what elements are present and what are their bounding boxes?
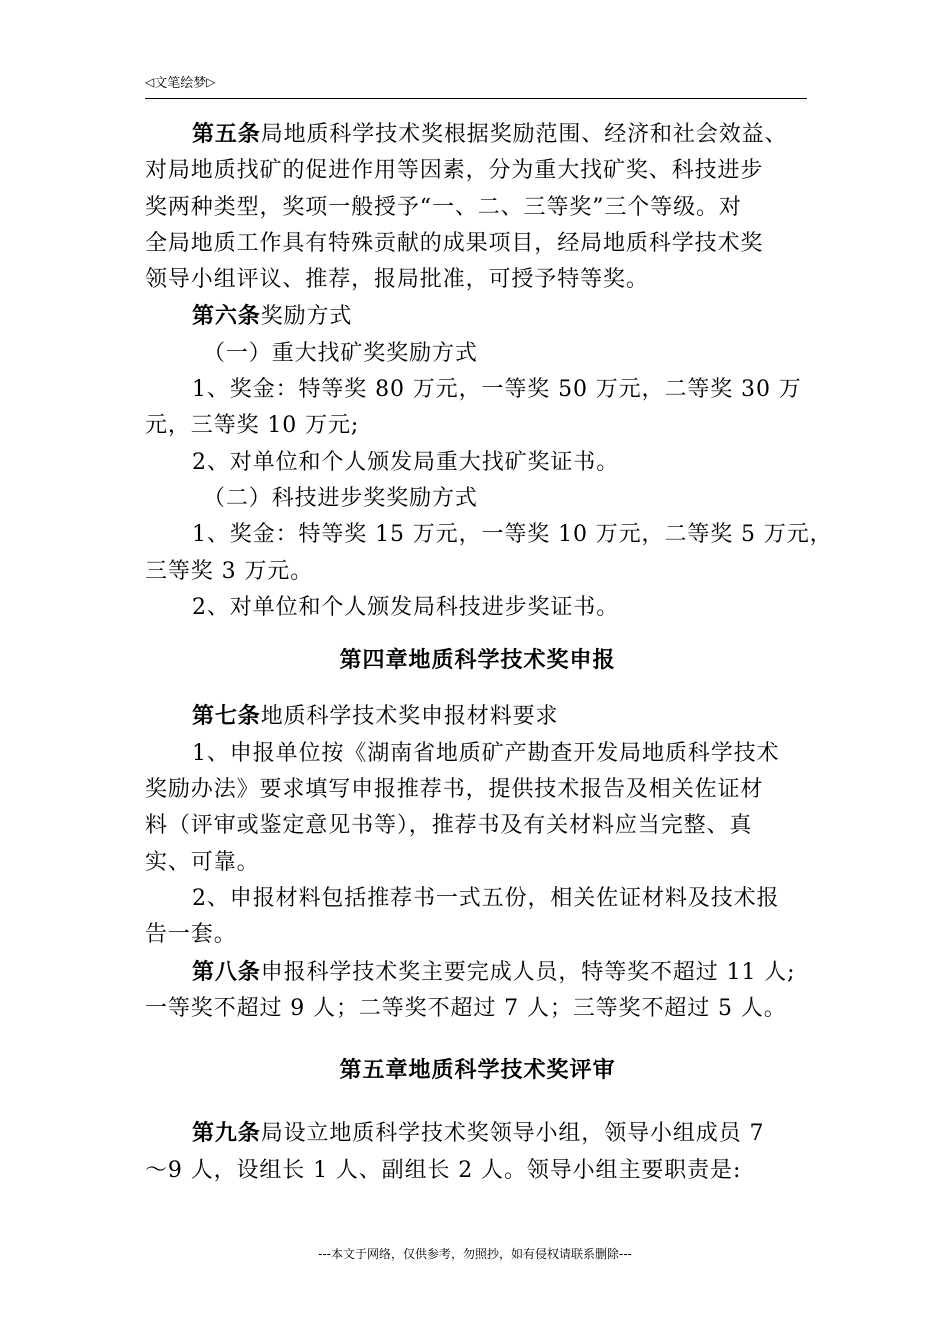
article-9-line-1 [145, 1115, 810, 1152]
chapter-4-heading: 第四章地质科学技术奖申报 [339, 648, 616, 674]
section-2-item-1-line-1: 1、奖金：特等奖 15 万元，一等奖 10 万元，二等奖 5 万元， [192, 522, 833, 548]
article-7-text: 地质科学技术奖申报材料要求 [260, 704, 559, 730]
article-5-line-5: 领导小组评议、推荐，报局批准，可授予特等奖。 [145, 267, 649, 293]
article-9-title: 第九条 [192, 1120, 261, 1147]
article-5-line-1 [145, 116, 810, 153]
header-title: 文笔绘梦 [154, 76, 207, 91]
article-5-text: 局地质科学技术奖根据奖励范围、经济和社会效益、 [260, 122, 788, 147]
section-2-item-1-line-2: 三等奖 3 万元。 [145, 558, 314, 584]
article-7-item-1-line-2: 奖励办法》要求填写申报推荐书，提供技术报告及相关佐证材 [145, 777, 764, 803]
document-body [145, 116, 833, 1189]
section-1-item-1-line-2: 元，三等奖 10 万元; [145, 413, 360, 439]
article-6-title: 第六条 [192, 303, 261, 330]
left-triangle-icon: ◁ [145, 74, 155, 89]
footer-disclaimer: ---本文于网络，仅供参考，勿照抄，如有侵权请联系删除--- [318, 1247, 632, 1261]
article-7-item-1-line-4: 实、可靠。 [145, 849, 260, 875]
chapter-5-heading: 第五章地质科学技术奖评审 [339, 1058, 616, 1084]
section-1-item-2: 2、对单位和个人颁发局重大找矿奖证书。 [192, 449, 620, 475]
article-8-title: 第八条 [192, 958, 261, 985]
right-triangle-icon: ▷ [206, 74, 216, 89]
article-5-line-4: 全局地质工作具有特殊贡献的成果项目，经局地质科学技术奖 [145, 230, 764, 256]
article-9-line-2: ～9 人，设组长 1 人、副组长 2 人。领导小组主要职责是: [145, 1157, 742, 1183]
article-5-title: 第五条 [192, 121, 261, 147]
article-8-text: 申报科学技术奖主要完成人员，特等奖不超过 11 人; [260, 959, 796, 985]
article-8-line-1 [145, 954, 810, 991]
article-7-item-2-line-2: 告一套。 [145, 922, 237, 948]
section-2-item-2: 2、对单位和个人颁发局科技进步奖证书。 [192, 594, 620, 620]
section-1-item-1-line-1: 1、奖金：特等奖 80 万元，一等奖 50 万元，二等奖 30 万 [192, 377, 802, 403]
article-5-line-3: 奖两种类型，奖项一般授予“一、二、三等奖”三个等级。对 [145, 194, 742, 220]
article-8-line-2: 一等奖不超过 9 人；二等奖不超过 7 人；三等奖不超过 5 人。 [145, 995, 787, 1021]
article-7-item-1-line-3: 料（评审或鉴定意见书等），推荐书及有关材料应当完整、真 [145, 813, 753, 839]
article-7 [145, 698, 810, 735]
article-9-text: 局设立地质科学技术奖领导小组，领导小组成员 7 [260, 1121, 765, 1147]
section-2-heading: （二）科技进步奖奖励方式 [203, 485, 478, 511]
article-7-title: 第七条 [192, 703, 261, 730]
page-header [145, 72, 807, 99]
article-7-item-1-line-1: 1、申报单位按《湖南省地质矿产勘查开发局地质科学技术 [192, 740, 780, 766]
article-6 [145, 298, 810, 335]
article-5-line-2: 对局地质找矿的促进作用等因素，分为重大找矿奖、科技进步 [145, 158, 764, 184]
article-6-text: 奖励方式 [260, 304, 353, 330]
section-1-heading: （一）重大找矿奖奖励方式 [203, 340, 478, 366]
article-7-item-2-line-1: 2、申报材料包括推荐书一式五份，相关佐证材料及技术报 [192, 885, 780, 911]
